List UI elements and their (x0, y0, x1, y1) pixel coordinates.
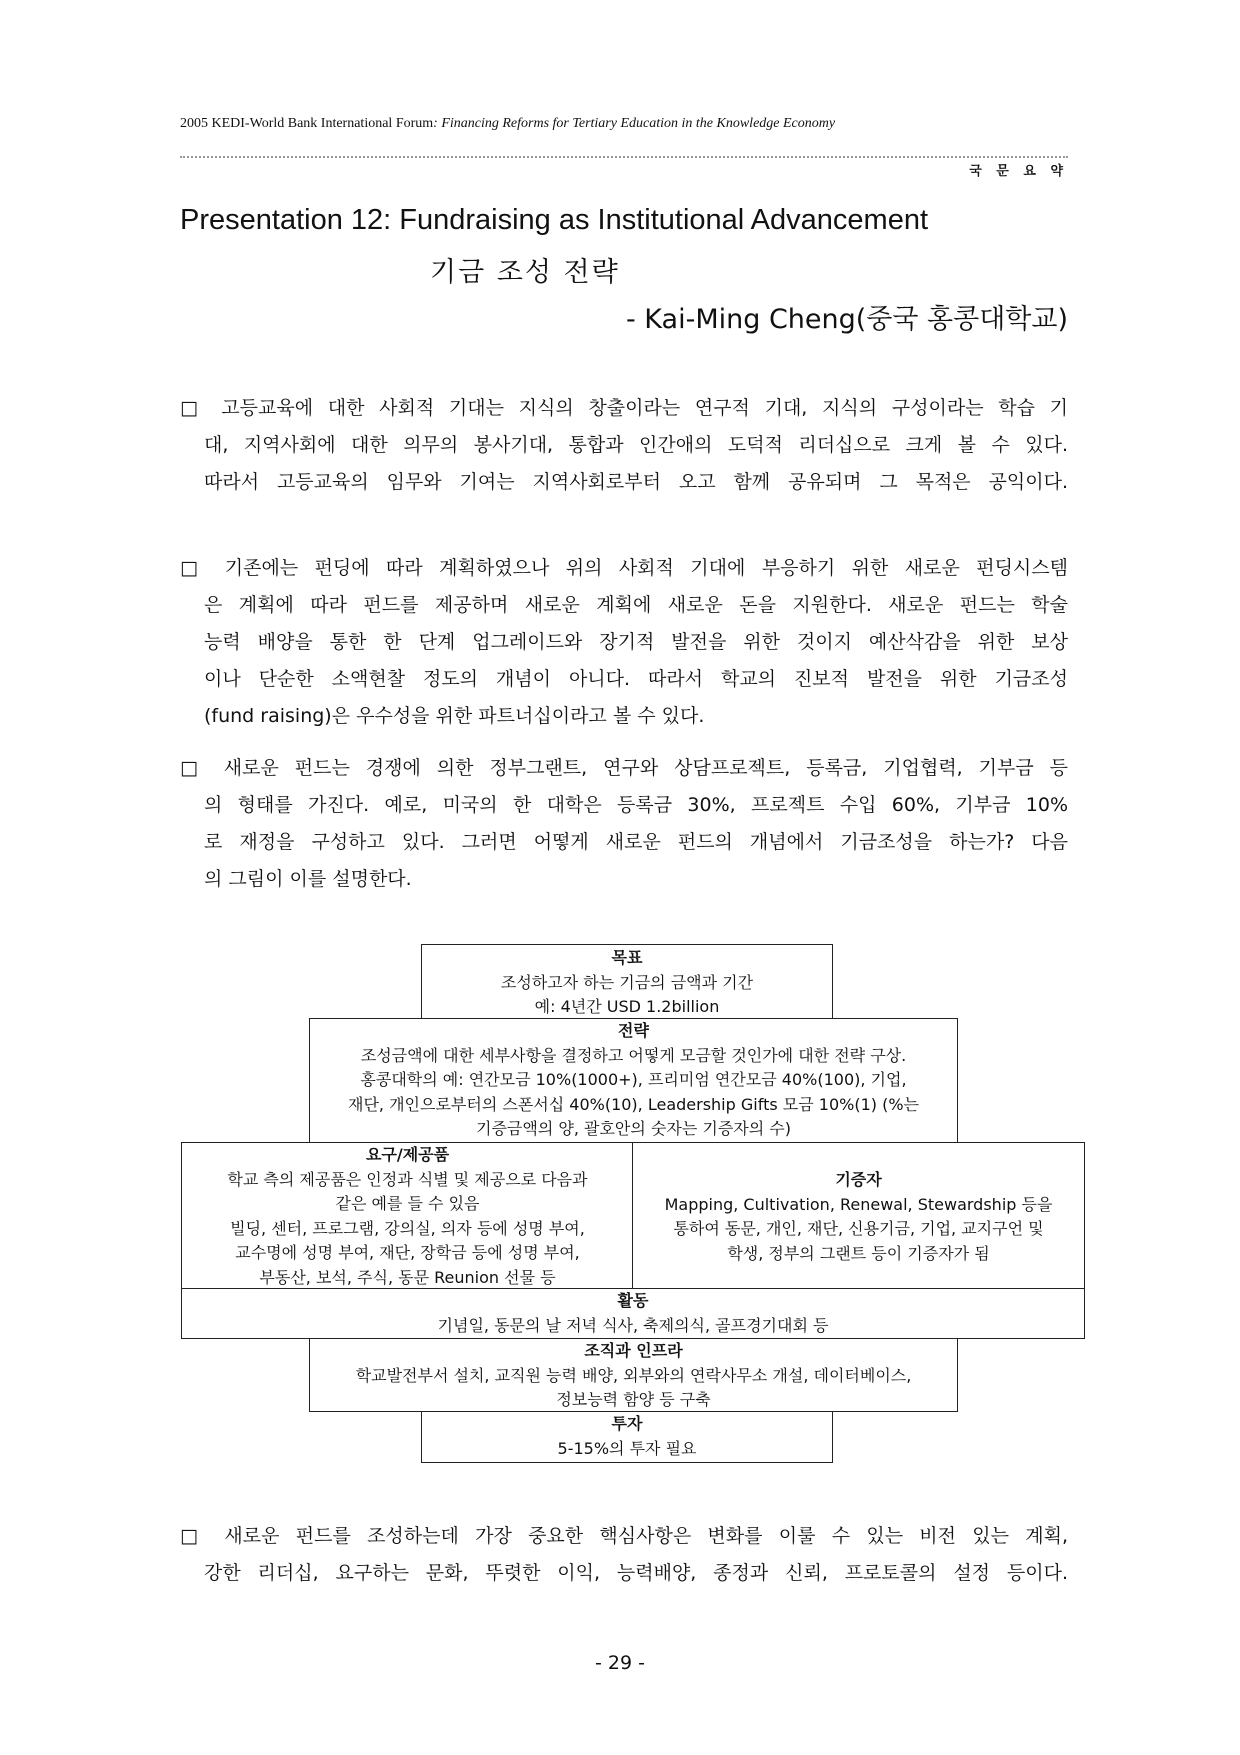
needs-line: 학교 측의 제공품은 인정과 식별 및 제공으로 다음과 (227, 1169, 588, 1189)
paragraph-line: □ 새로운 펀드를 조성하는데 가장 중요한 핵심사항은 변화를 이룰 수 있는 비전 있는 계획, (180, 1525, 1068, 1547)
investment-box (421, 1411, 833, 1463)
paragraph-line: 대, 지역사회에 대한 의무의 봉사기대, 통합과 인간애의 도덕적 리더십으로 크게 볼 수 있다. (204, 434, 1068, 456)
paragraph-1 (180, 390, 1068, 501)
goal-line: 예: 4년간 USD 1.2billion (534, 997, 720, 1016)
donors-line: 학생, 정부의 그랜트 등이 기증자가 됨 (727, 1243, 990, 1263)
activities-heading: 활동 (617, 1291, 649, 1310)
paragraph-line: 의 그림이 이를 설명한다. (204, 868, 412, 890)
author-line: - Kai-Ming Cheng(중국 홍콩대학교) (625, 304, 1068, 335)
paragraph-line: 따라서 고등교육의 임무와 기여는 지역사회로부터 오고 함께 공유되며 그 목적은 공익이다. (204, 471, 1068, 493)
page-number: - 29 - (595, 1652, 645, 1674)
organization-line: 학교발전부서 설치, 교직원 능력 배양, 외부와의 연락사무소 개설, 데이터베이스, (355, 1365, 912, 1385)
strategy-heading: 전략 (618, 1021, 649, 1040)
donors-line: Mapping, Cultivation, Renewal, Stewardship 등을 (664, 1194, 1053, 1214)
needs-heading: 요구/제공품 (365, 1145, 450, 1164)
strategy-box (309, 1018, 958, 1143)
organization-heading: 조직과 인프라 (584, 1341, 683, 1360)
activities-box (181, 1288, 1085, 1339)
needs-line: 빌딩, 센터, 프로그램, 강의실, 의자 등에 성명 부여, (230, 1218, 585, 1238)
strategy-line: 기증금액의 양, 괄호안의 숫자는 기증자의 수) (476, 1119, 791, 1138)
activities-line: 기념일, 동문의 날 저녁 식사, 축제의식, 골프경기대회 등 (437, 1315, 829, 1335)
paragraph-2 (180, 550, 1068, 735)
paragraph-line: 이나 단순한 소액현찰 정도의 개념이 아니다. 따라서 학교의 진보적 발전을 위한 기금조성 (204, 668, 1068, 690)
needs-line: 교수명에 성명 부여, 재단, 장학금 등에 성명 부여, (235, 1243, 580, 1262)
goal-line: 조성하고자 하는 기금의 금액과 기간 (500, 972, 754, 992)
investment-line: 5-15%의 투자 필요 (557, 1438, 697, 1458)
running-header (180, 116, 835, 132)
goal-box (421, 944, 833, 1019)
strategy-line: 홍콩대학의 예: 연간모금 10%(1000+), 프리미엄 연간모금 40%(100), 기업, (360, 1070, 907, 1089)
running-header-plain: 2005 KEDI-World Bank International Forum (180, 116, 434, 131)
paragraph-line: □ 기존에는 펀딩에 따라 계획하였으나 위의 사회적 기대에 부응하기 위한 새로운 펀딩시스템 (180, 557, 1068, 579)
strategy-line: 재단, 개인으로부터의 스폰서십 40%(10), Leadership Gifts 모금 10%(1) (%는 (348, 1094, 919, 1114)
paragraph-line: 은 계획에 따라 펀드를 제공하며 새로운 계획에 새로운 돈을 지원한다. 새로운 펀드는 학술 (204, 594, 1068, 616)
donors-box (632, 1142, 1085, 1289)
paragraph-line: □ 고등교육에 대한 사회적 기대는 지식의 창출이라는 연구적 기대, 지식의 구성이라는 학습 기 (180, 397, 1068, 419)
running-header-italic: : Financing Reforms for Tertiary Education in the Knowledge Economy (433, 116, 836, 131)
paragraph-4 (180, 1518, 1068, 1592)
donors-line: 통하여 동문, 개인, 재단, 신용기금, 기업, 교지구언 및 (673, 1219, 1044, 1238)
paragraph-line: 능력 배양을 통한 한 단계 업그레이드와 장기적 발전을 위한 것이지 예산삭감을 위한 보상 (204, 631, 1068, 653)
paragraph-line: 로 재정을 구성하고 있다. 그러면 어떻게 새로운 펀드의 개념에서 기금조성을 하는가? 다음 (204, 831, 1068, 853)
paragraph-line: (fund raising)은 우수성을 위한 파트너십이라고 볼 수 있다. (204, 705, 705, 727)
donors-heading: 기증자 (835, 1170, 882, 1189)
goal-heading: 목표 (611, 948, 643, 967)
needs-line: 부동산, 보석, 주식, 동문 Reunion 선물 등 (259, 1267, 556, 1287)
needs-line: 같은 예를 들 수 있음 (335, 1194, 480, 1213)
organization-line: 정보능력 함양 등 구축 (556, 1390, 711, 1409)
paragraph-3 (180, 750, 1068, 898)
investment-heading: 투자 (611, 1414, 643, 1433)
paragraph-line: 의 형태를 가진다. 예로, 미국의 한 대학은 등록금 30%, 프로젝트 수입 60%, 기부금 10% (204, 794, 1068, 816)
page-title: Presentation 12: Fundraising as Institutional Advancement (180, 204, 929, 236)
section-label: 국 문 요 약 (969, 164, 1068, 179)
strategy-line: 조성금액에 대한 세부사항을 결정하고 어떻게 모금할 것인가에 대한 전략 구상. (360, 1045, 907, 1065)
page-subtitle-korean: 기금 조성 전략 (430, 257, 620, 288)
header-divider (180, 156, 1068, 158)
paragraph-line: □ 새로운 펀드는 경쟁에 의한 정부그랜트, 연구와 상담프로젝트, 등록금, 기업협력, 기부금 등 (180, 757, 1068, 779)
organization-box (309, 1338, 958, 1412)
needs-box (181, 1142, 634, 1289)
paragraph-line: 강한 리더십, 요구하는 문화, 뚜렷한 이익, 능력배양, 종정과 신뢰, 프로토콜의 설정 등이다. (204, 1562, 1068, 1584)
